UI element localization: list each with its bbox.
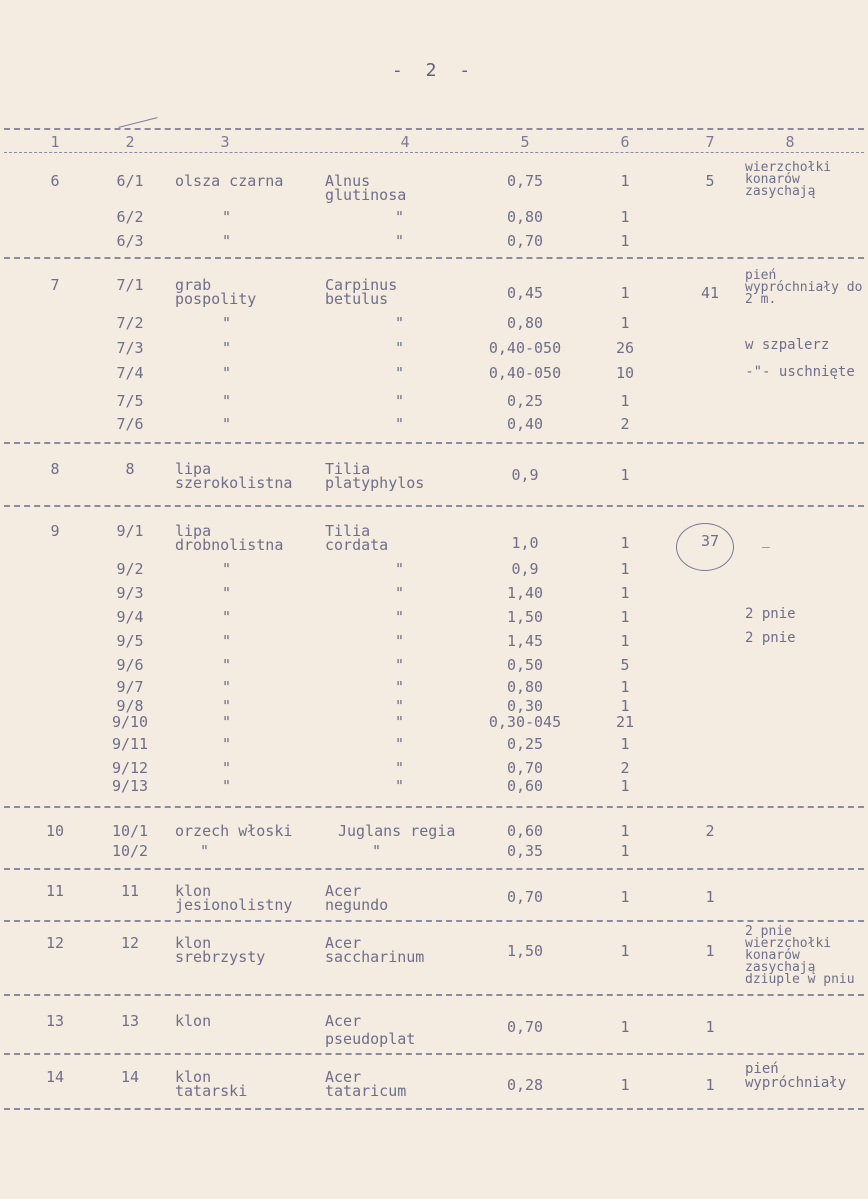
count-value: 1 [620, 208, 630, 226]
header-col-2: 2 [125, 133, 135, 151]
sub-number: 9/6 [116, 656, 144, 674]
ditto-mark: " [200, 842, 210, 860]
diameter-value: 0,40 [506, 415, 544, 433]
diameter-value: 0,9 [511, 560, 539, 578]
sub-number: 9/7 [116, 678, 144, 696]
table-row [0, 822, 868, 844]
sub-number: 7/2 [116, 314, 144, 332]
ditto-mark: " [222, 584, 232, 602]
diameter-value: 0,80 [506, 678, 544, 696]
diameter-value: 0,60 [506, 777, 544, 795]
table-row [0, 842, 868, 864]
circled-value: 37 [700, 532, 720, 550]
ditto-mark: " [395, 584, 405, 602]
header-col-7: 7 [705, 133, 715, 151]
header-top-rule [4, 128, 864, 130]
count-value: 1 [620, 697, 630, 715]
sub-number: 9/3 [116, 584, 144, 602]
polish-name: orzech włoski [175, 822, 293, 840]
diameter-value: 1,50 [506, 942, 544, 960]
table-row [0, 160, 868, 204]
count-value: 1 [620, 560, 630, 578]
sub-number: 8 [125, 460, 135, 478]
table-row [0, 924, 868, 987]
col7-value: 1 [705, 942, 715, 960]
ditto-mark: " [395, 735, 405, 753]
table-row [0, 735, 868, 757]
ditto-mark: " [222, 314, 232, 332]
sub-number: 9/4 [116, 608, 144, 626]
count-value: 1 [620, 822, 630, 840]
polish-name: grab pospolity [175, 276, 257, 308]
remark: pień wypróchniały do 2 m. [745, 268, 863, 307]
latin-name: Acer pseudoplat [325, 1012, 416, 1048]
remark: 2 pnie [745, 630, 796, 646]
latin-name: Acer tataricum [325, 1068, 407, 1100]
polish-name: klon jesionolistny [175, 882, 293, 914]
ditto-mark: " [395, 392, 405, 410]
remark: w szpalerz [745, 337, 830, 353]
ditto-mark: " [395, 656, 405, 674]
group-number: 14 [45, 1068, 65, 1086]
count-value: 21 [615, 713, 635, 731]
ditto-mark: " [222, 608, 232, 626]
count-value: 1 [620, 888, 630, 906]
sub-number: 9/1 [116, 522, 144, 540]
remark: 2 pnie wierzchołki konarów zasychają dziuple w pniu [745, 924, 855, 987]
table-row [0, 232, 868, 254]
table-row [0, 415, 868, 437]
count-value: 1 [620, 632, 630, 650]
latin-name: Juglans regia [338, 822, 456, 840]
sub-number: 6/2 [116, 208, 144, 226]
ditto-mark: " [395, 415, 405, 433]
count-value: 1 [620, 1076, 630, 1094]
count-value: 1 [620, 314, 630, 332]
ditto-mark: " [222, 777, 232, 795]
table-row [0, 584, 868, 606]
count-value: 1 [620, 284, 630, 302]
ditto-mark: " [222, 735, 232, 753]
count-value: 1 [620, 392, 630, 410]
count-value: 1 [620, 466, 630, 484]
diameter-value: 0,28 [506, 1076, 544, 1094]
sub-number: 11 [120, 882, 140, 900]
group-number: 8 [50, 460, 60, 478]
header-col-6: 6 [620, 133, 630, 151]
count-value: 1 [620, 232, 630, 250]
sub-number: 7/6 [116, 415, 144, 433]
header-col-1: 1 [50, 133, 60, 151]
diameter-value: 1,50 [506, 608, 544, 626]
count-value: 1 [620, 942, 630, 960]
group-separator [4, 868, 864, 870]
sub-number: 9/8 [116, 697, 144, 715]
col7-value: 41 [700, 284, 720, 302]
latin-name: Alnus glutinosa [325, 172, 407, 204]
table-row [0, 777, 868, 799]
table-row [0, 208, 868, 230]
count-value: 1 [620, 534, 630, 552]
ditto-mark: " [395, 678, 405, 696]
count-value: 2 [620, 759, 630, 777]
group-number: 9 [50, 522, 60, 540]
ditto-mark: " [222, 678, 232, 696]
ditto-mark: " [395, 697, 405, 715]
table-row [0, 364, 868, 386]
col7-value: 1 [705, 1076, 715, 1094]
latin-name: Acer negundo [325, 882, 389, 914]
table-row [0, 608, 868, 630]
latin-name: Tilia platyphylos [325, 460, 425, 492]
ditto-mark: " [222, 232, 232, 250]
polish-name: lipa szerokolistna [175, 460, 293, 492]
group-number: 7 [50, 276, 60, 294]
ditto-mark: " [222, 208, 232, 226]
diameter-value: 0,70 [506, 888, 544, 906]
sub-number: 13 [120, 1012, 140, 1030]
ditto-mark: " [395, 759, 405, 777]
group-separator [4, 1053, 864, 1055]
table-row [0, 268, 868, 308]
diameter-value: 0,70 [506, 759, 544, 777]
remark: wierzchołki konarów zasychają [745, 160, 832, 199]
count-value: 10 [615, 364, 635, 382]
count-value: 1 [620, 678, 630, 696]
remark: pień wypróchniały [745, 1061, 847, 1091]
sub-number: 7/3 [116, 339, 144, 357]
header-col-8: 8 [785, 133, 795, 151]
diameter-value: 0,30-045 [488, 713, 562, 731]
ditto-mark: " [395, 339, 405, 357]
diameter-value: 0,25 [506, 392, 544, 410]
ditto-mark: " [395, 208, 405, 226]
ditto-mark: " [395, 608, 405, 626]
table-row [0, 1012, 868, 1048]
diameter-value: 0,70 [506, 232, 544, 250]
group-separator [4, 442, 864, 444]
polish-name: lipa drobnolistna [175, 522, 284, 554]
sub-number: 9/5 [116, 632, 144, 650]
group-number: 10 [45, 822, 65, 840]
count-value: 1 [620, 842, 630, 860]
diameter-value: 0,45 [506, 284, 544, 302]
table-row [0, 656, 868, 678]
group-separator [4, 920, 864, 922]
ditto-mark: " [395, 777, 405, 795]
diameter-value: 0,9 [511, 466, 539, 484]
ditto-mark: " [395, 713, 405, 731]
sub-number: 10/1 [111, 822, 149, 840]
sub-number: 9/2 [116, 560, 144, 578]
polish-name: klon [175, 1012, 212, 1030]
table-row [0, 522, 868, 555]
ditto-mark: " [395, 314, 405, 332]
group-number: 6 [50, 172, 60, 190]
count-value: 1 [620, 584, 630, 602]
remark: — [762, 540, 770, 555]
sub-number: 10/2 [111, 842, 149, 860]
count-value: 2 [620, 415, 630, 433]
table-row [0, 460, 868, 492]
ditto-mark: " [222, 560, 232, 578]
diameter-value: 0,40-050 [488, 364, 562, 382]
diameter-value: 1,45 [506, 632, 544, 650]
diameter-value: 0,50 [506, 656, 544, 674]
ditto-mark: " [222, 392, 232, 410]
count-value: 1 [620, 608, 630, 626]
diameter-value: 0,25 [506, 735, 544, 753]
polish-name: klon tatarski [175, 1068, 248, 1100]
col7-value: 1 [705, 1018, 715, 1036]
diameter-value: 1,0 [511, 534, 539, 552]
col7-value: 5 [705, 172, 715, 190]
ditto-mark: " [395, 232, 405, 250]
group-separator [4, 806, 864, 808]
sub-number: 7/4 [116, 364, 144, 382]
header-col-3: 3 [220, 133, 230, 151]
count-value: 1 [620, 1018, 630, 1036]
col7-value: 1 [705, 888, 715, 906]
diameter-value: 0,75 [506, 172, 544, 190]
diameter-value: 0,40-050 [488, 339, 562, 357]
latin-name: Carpinus betulus [325, 276, 398, 308]
sub-number: 9/10 [111, 713, 149, 731]
ditto-mark: " [222, 697, 232, 715]
count-value: 1 [620, 735, 630, 753]
group-separator [4, 257, 864, 259]
latin-name: Acer saccharinum [325, 934, 425, 966]
ditto-mark: " [222, 713, 232, 731]
count-value: 5 [620, 656, 630, 674]
table-row [0, 713, 868, 735]
diameter-value: 0,60 [506, 822, 544, 840]
table-row [0, 560, 868, 582]
group-separator [4, 505, 864, 507]
ditto-mark: " [395, 364, 405, 382]
remark: -"- uschnięte [745, 364, 855, 380]
col7-value: 2 [705, 822, 715, 840]
count-value: 1 [620, 777, 630, 795]
polish-name: olsza czarna [175, 172, 284, 190]
ditto-mark: " [222, 656, 232, 674]
polish-name: klon srebrzysty [175, 934, 266, 966]
ditto-mark: " [222, 632, 232, 650]
table-row [0, 392, 868, 414]
diameter-value: 0,30 [506, 697, 544, 715]
sub-number: 7/1 [116, 276, 144, 294]
ditto-mark: " [222, 339, 232, 357]
sub-number: 9/11 [111, 735, 149, 753]
sub-number: 7/5 [116, 392, 144, 410]
group-separator [4, 994, 864, 996]
table-row [0, 632, 868, 654]
table-row [0, 314, 868, 336]
pen-tick-mark [118, 117, 157, 128]
sub-number: 12 [120, 934, 140, 952]
ditto-mark: " [222, 759, 232, 777]
ditto-mark: " [222, 415, 232, 433]
header-bottom-rule [4, 152, 864, 153]
diameter-value: 0,80 [506, 314, 544, 332]
ditto-mark: " [222, 364, 232, 382]
remark: 2 pnie [745, 606, 796, 622]
table-row [0, 339, 868, 361]
table-row [0, 1061, 868, 1100]
diameter-value: 1,40 [506, 584, 544, 602]
diameter-value: 0,70 [506, 1018, 544, 1036]
sub-number: 6/1 [116, 172, 144, 190]
sub-number: 6/3 [116, 232, 144, 250]
diameter-value: 0,80 [506, 208, 544, 226]
ditto-mark: " [395, 560, 405, 578]
ditto-mark: " [372, 842, 382, 860]
group-number: 11 [45, 882, 65, 900]
header-col-5: 5 [520, 133, 530, 151]
group-number: 13 [45, 1012, 65, 1030]
sub-number: 9/13 [111, 777, 149, 795]
header-col-4: 4 [400, 133, 410, 151]
group-number: 12 [45, 934, 65, 952]
table-row [0, 882, 868, 914]
count-value: 26 [615, 339, 635, 357]
latin-name: Tilia cordata [325, 522, 389, 554]
table-bottom-rule [4, 1108, 864, 1110]
page-number: - 2 - [391, 60, 477, 81]
diameter-value: 0,35 [506, 842, 544, 860]
sub-number: 14 [120, 1068, 140, 1086]
sub-number: 9/12 [111, 759, 149, 777]
count-value: 1 [620, 172, 630, 190]
ditto-mark: " [395, 632, 405, 650]
